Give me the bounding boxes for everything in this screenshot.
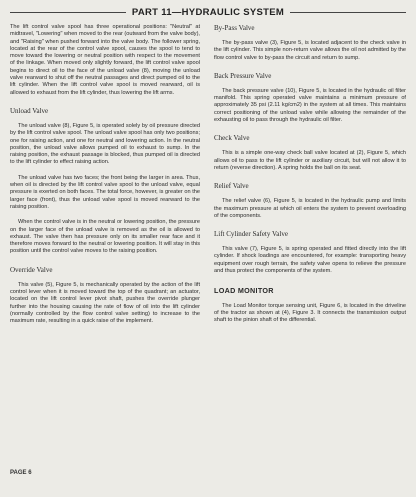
- bypass-valve-paragraph: The by-pass valve (3), Figure 5, is located adjacent to the check valve in the lift cylinder. This simple non-return valve allows the oil not admitted by the flow control valve to by-pass the circuit and return to sump.: [214, 40, 406, 61]
- page-number: PAGE 6: [10, 470, 32, 476]
- load-monitor-heading: LOAD MONITOR: [214, 286, 274, 296]
- left-column: [10, 24, 200, 334]
- unload-valve-paragraph-2: The unload valve has two faces; the front being the larger in area. Thus, when oil is directed by the lift control valve spool to the unload valve, equal pressure is exerted on both faces. The total force, however, is greater on the larger face (front), thus the unload valve spool is moved rearward to the raising position.: [10, 174, 200, 210]
- safety-valve-paragraph: This valve (7), Figure 5, is spring operated and fitted directly into the lift cylinder. If shock loadings are encountered, for example: transporting heavy equipment over rough terrain, the safety valve opens to relieve the pressure and thus protect the components of the system.: [214, 246, 406, 275]
- load-monitor-paragraph: The Load Monitor torque sensing unit, Figure 6, is located in the driveline of the tractor as shown at (4), Figure 3. It connects the transmission output shaft to the pinion shaft of the differential.: [214, 302, 406, 324]
- right-column: [214, 24, 406, 333]
- page-title: PART 11—HYDRAULIC SYSTEM: [131, 6, 285, 18]
- override-valve-heading: Override Valve: [10, 265, 53, 274]
- bypass-valve-heading: By-Pass Valve: [214, 24, 255, 32]
- page-header: [10, 6, 406, 18]
- check-valve-paragraph: This is a simple one-way check ball valve located at (2), Figure 5, which allows oil to pass to the lift cylinder or auxiliary circuit, but will not allow it to return (reverse direction). A spring holds the ball on its seat.: [214, 150, 406, 171]
- header-rule-right: [290, 12, 406, 13]
- header-rule-left: [10, 12, 126, 13]
- back-pressure-valve-heading: Back Pressure Valve: [214, 71, 272, 80]
- intro-paragraph: The lift control valve spool has three operational positions: "Neutral" at midtravel, "Lowering" when moved to the rear (outward from the valve body), and "Raising" when pushed forward into the valve body. The follower spring, located at the rear of the control valve spool, causes the spool to tend to move toward the lowering or neutral position with respect to the movement of the linkage. When moved only slightly forward, the lift control valve spool begins to direct oil to the face of the unload valve (8), moving the unload valve rearward to shut off the neutral passages and direct pumped oil to the lift cylinder. When the lift control valve spool is moved rearward, oil is allowed to exhaust from the lift cylinder, thus lowering the lift arms.: [10, 24, 200, 96]
- relief-valve-heading: Relief Valve: [214, 182, 249, 191]
- unload-valve-paragraph-1: The unload valve (8), Figure 5, is operated solely by oil pressure directed by the lift control valve spool. The unload valve spool has only two positions; one for raising action, and one for neutral and lowering action. In the neutral position, the unload valve allows pumped oil to exhaust to sump. In the raising position, the exhaust passage is blocked, thus pumped oil is directed to the lift cylinder to effect raising action.: [10, 122, 200, 166]
- check-valve-heading: Check Valve: [214, 134, 250, 143]
- override-valve-paragraph: This valve (5), Figure 5, is mechanically operated by the action of the lift control lever when it is moved toward the top of the quadrant; an actuator, located on the lift control lever pivot shaft, pushes the override plunger further into the housing causing the rate of flow of oil into the lift cylinder (normally controlled by the flow control valve setting) to increase to the maximum rate, resulting in a quick raise of the implement.: [10, 281, 200, 325]
- relief-valve-paragraph: The relief valve (6), Figure 5, is located in the hydraulic pump and limits the maximum pressure at which oil enters the system to prevent overloading of the components.: [214, 198, 406, 219]
- safety-valve-heading: Lift Cylinder Safety Valve: [214, 230, 288, 239]
- back-pressure-valve-paragraph: The back pressure valve (10), Figure 5, is located in the hydraulic oil filter manifold. This spring operated valve maintains a minimum pressure of approximately 35 psi (2.11 kg/cm2) in the system at all times. This maintains correct positioning of the unload valve while allowing the remainder of the exhausting oil to pass through the hydraulic oil filter.: [214, 87, 406, 124]
- unload-valve-heading: Unload Valve: [10, 106, 49, 115]
- unload-valve-paragraph-3: When the control valve is in the neutral or lowering position, the pressure on the larger face of the unload valve is removed as the oil is allowed to exhaust. The valve then has pressure only on its smaller rear face and it therefore moves forward to the neutral or lowering position. It will stay in this position until the control valve moves to the raising position.: [10, 219, 200, 255]
